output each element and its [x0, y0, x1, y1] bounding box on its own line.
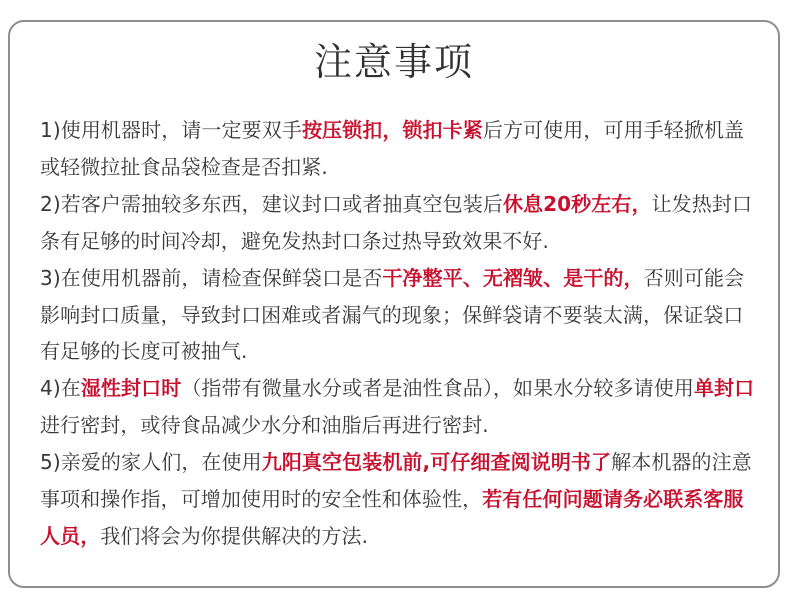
notice-paragraph-3 [40, 260, 760, 371]
paragraph-text: 我们将会为你提供解决的方法. [100, 523, 369, 548]
highlighted-text: 干净整平、无褶皱、是干的， [382, 265, 644, 290]
notice-paragraph-5 [40, 444, 760, 555]
notice-paragraph-1 [40, 112, 760, 186]
paragraph-text: 让发热封口条有足够的时间冷却，避免发热封口条过热导致效果不好. [40, 191, 753, 253]
notice-title: 注意事项 [313, 40, 474, 84]
paragraph-text: 解本机器的注意事项和操作指，可增加使用时的安全性和体验性， [40, 450, 752, 512]
highlighted-text: 按压锁扣，锁扣卡紧 [301, 118, 483, 142]
paragraph-text: 后方可使用，可用手轻掀机盖或轻微拉扯食品袋检查是否扣紧. [40, 118, 745, 179]
paragraph-text: 4)在 [40, 376, 81, 401]
notice-body [40, 112, 760, 555]
highlighted-text: 九阳真空包装机前,可仔细查阅说明书了 [261, 450, 612, 475]
highlighted-text: 湿性封口时 [80, 376, 182, 401]
paragraph-text: 2)若客户需抽较多东西，建议封口或者抽真空包装后 [40, 191, 503, 216]
paragraph-text: 否则可能会影响封口质量，导致封口困难或者漏气的现象；保鲜袋请不要装太满，保证袋口有足够的长度可被抽气. [40, 265, 745, 364]
paragraph-text: 5)亲爱的家人们，在使用 [40, 450, 262, 475]
paragraph-text: （指带有微量水分或者是油性食品），如果水分较多请使用 [181, 376, 694, 401]
notice-card [8, 20, 780, 588]
highlighted-text: 休息20秒左右， [502, 191, 652, 216]
notice-paragraph-4 [40, 370, 760, 444]
paragraph-text: 进行密封，或待食品减少水分和油脂后再进行密封. [40, 413, 489, 438]
notice-paragraph-2 [40, 186, 760, 260]
highlighted-text: 单封口 [693, 376, 755, 401]
paragraph-text: 1)使用机器时，请一定要双手 [40, 118, 302, 142]
paragraph-text: 3)在使用机器前，请检查保鲜袋口是否 [40, 265, 383, 290]
highlighted-text: 若有任何问题请务必联系客服人员， [40, 487, 744, 548]
